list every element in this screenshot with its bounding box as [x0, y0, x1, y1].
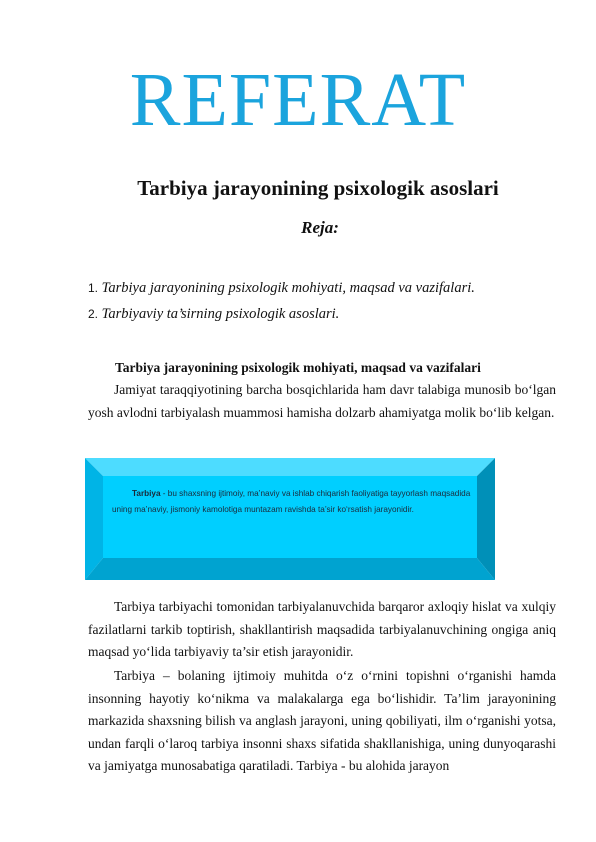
- definition-box: [85, 458, 495, 580]
- plan-item: [88, 280, 475, 297]
- bevel-frame: [85, 458, 495, 580]
- document-heading: REFERAT: [129, 58, 467, 142]
- paragraph: Tarbiya – bolaning ijtimoiy muhitda o‘z o‘rnini topishni o‘rganishi hamda insonning hayotiy ko‘nikma va malakalarga ega bo‘lishidir. Ta’lim jarayonining markazida shaxsning bilish va anglash jarayoni, uning qobiliyati, ilm o‘rganishi yotsa, undan farqli o‘laroq tarbiya insonni shaxs sifatida shakllanishiga, uning dunyoqarashi va jamiyatga munosabatiga qaratiladi. Tarbiya - bu alohida jarayon: [88, 668, 556, 773]
- plan-item: [88, 306, 339, 323]
- section-heading: Tarbiya jarayonining psixologik mohiyati, maqsad va vazifalari: [115, 360, 481, 375]
- document-title: Tarbiya jarayonining psixologik asoslari: [137, 176, 499, 200]
- plan-item-number: 1.: [88, 281, 99, 295]
- definition-term: Tarbiya: [132, 489, 161, 498]
- plan-item-number: 2.: [88, 307, 99, 321]
- plan-item-text: Tarbiya jarayonining psixologik mohiyati, maqsad va vazifalari.: [101, 280, 475, 296]
- definition-text: [112, 486, 472, 518]
- paragraph: Jamiyat taraqqiyotining barcha bosqichlarida ham davr talabiga munosib bo‘lgan yosh avlodni tarbiyalash muammosi hamisha dolzarb ahamiyatga molik bo‘lib kelgan.: [88, 382, 556, 420]
- definition-body: - bu shaxsning ijtimoiy, ma’naviy va ishlab chiqarish faoliyatiga tayyorlash maqsadida uning ma’naviy, jismoniy kamolotiga muntazam ravishda ta’sir ko‘rsatish jarayonidir.: [112, 489, 471, 514]
- plan-item-text: Tarbiyaviy ta’sirning psixologik asoslari.: [101, 306, 340, 322]
- paragraph: Tarbiya tarbiyachi tomonidan tarbiyalanuvchida barqaror axloqiy hislat va xulqiy fazilatlarni tarkib toptirish, shakllantirish maqsadida tarbiyalanuvchining ongiga aniq maqsad yo‘lida tarbiyaviy ta’sir etish jarayonidir.: [88, 599, 556, 659]
- plan-label: Reja:: [301, 218, 339, 237]
